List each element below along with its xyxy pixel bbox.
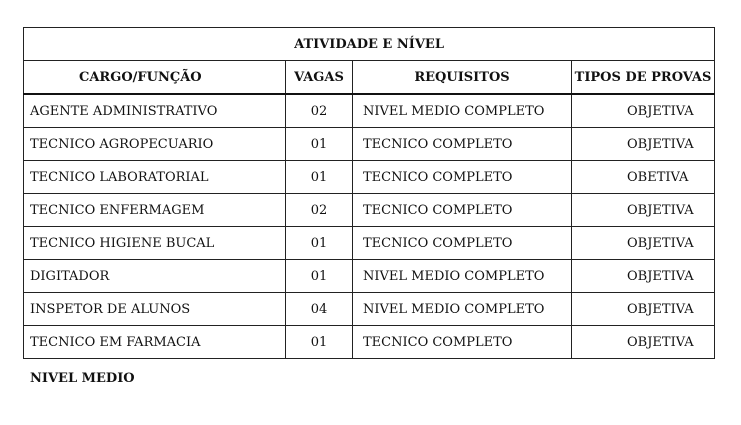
header-vagas: VAGAS	[286, 61, 353, 95]
cell-requisitos: NIVEL MEDIO COMPLETO	[353, 94, 572, 128]
cell-cargo: TECNICO EM FARMACIA	[24, 326, 286, 359]
table-title-row	[24, 28, 715, 61]
cell-tipos: OBJETIVA	[572, 227, 715, 260]
cell-cargo: TECNICO AGROPECUARIO	[24, 128, 286, 161]
cell-tipos: OBJETIVA	[572, 194, 715, 227]
cell-requisitos: NIVEL MEDIO COMPLETO	[353, 293, 572, 326]
cell-vagas: 02	[286, 194, 353, 227]
cell-tipos: OBJETIVA	[572, 326, 715, 359]
cell-requisitos: TECNICO COMPLETO	[353, 161, 572, 194]
activity-level-table	[23, 27, 715, 359]
table-row	[24, 128, 715, 161]
cell-tipos: OBETIVA	[572, 161, 715, 194]
cell-cargo: TECNICO LABORATORIAL	[24, 161, 286, 194]
cell-vagas: 01	[286, 161, 353, 194]
table-row	[24, 227, 715, 260]
section-label-nivel-medio: NIVEL MEDIO	[30, 371, 135, 386]
cell-requisitos: TECNICO COMPLETO	[353, 128, 572, 161]
cell-tipos: OBJETIVA	[572, 293, 715, 326]
cell-tipos: OBJETIVA	[572, 94, 715, 128]
table-row	[24, 194, 715, 227]
header-tipos: TIPOS DE PROVAS	[572, 61, 715, 95]
cell-cargo: DIGITADOR	[24, 260, 286, 293]
header-requisitos: REQUISITOS	[353, 61, 572, 95]
cell-requisitos: NIVEL MEDIO COMPLETO	[353, 260, 572, 293]
cell-cargo: AGENTE ADMINISTRATIVO	[24, 94, 286, 128]
cell-tipos: OBJETIVA	[572, 128, 715, 161]
header-cargo: CARGO/FUNÇÃO	[24, 61, 286, 95]
table-title: ATIVIDADE E NÍVEL	[24, 28, 715, 61]
table-row	[24, 326, 715, 359]
cell-cargo: TECNICO ENFERMAGEM	[24, 194, 286, 227]
table-row	[24, 293, 715, 326]
cell-requisitos: TECNICO COMPLETO	[353, 326, 572, 359]
table-header-row	[24, 61, 715, 95]
cell-vagas: 01	[286, 260, 353, 293]
cell-cargo: INSPETOR DE ALUNOS	[24, 293, 286, 326]
cell-requisitos: TECNICO COMPLETO	[353, 227, 572, 260]
cell-vagas: 02	[286, 94, 353, 128]
cell-vagas: 01	[286, 227, 353, 260]
table-row	[24, 94, 715, 128]
cell-vagas: 04	[286, 293, 353, 326]
cell-vagas: 01	[286, 326, 353, 359]
table-row	[24, 260, 715, 293]
table-row	[24, 161, 715, 194]
cell-cargo: TECNICO HIGIENE BUCAL	[24, 227, 286, 260]
cell-requisitos: TECNICO COMPLETO	[353, 194, 572, 227]
cell-tipos: OBJETIVA	[572, 260, 715, 293]
cell-vagas: 01	[286, 128, 353, 161]
